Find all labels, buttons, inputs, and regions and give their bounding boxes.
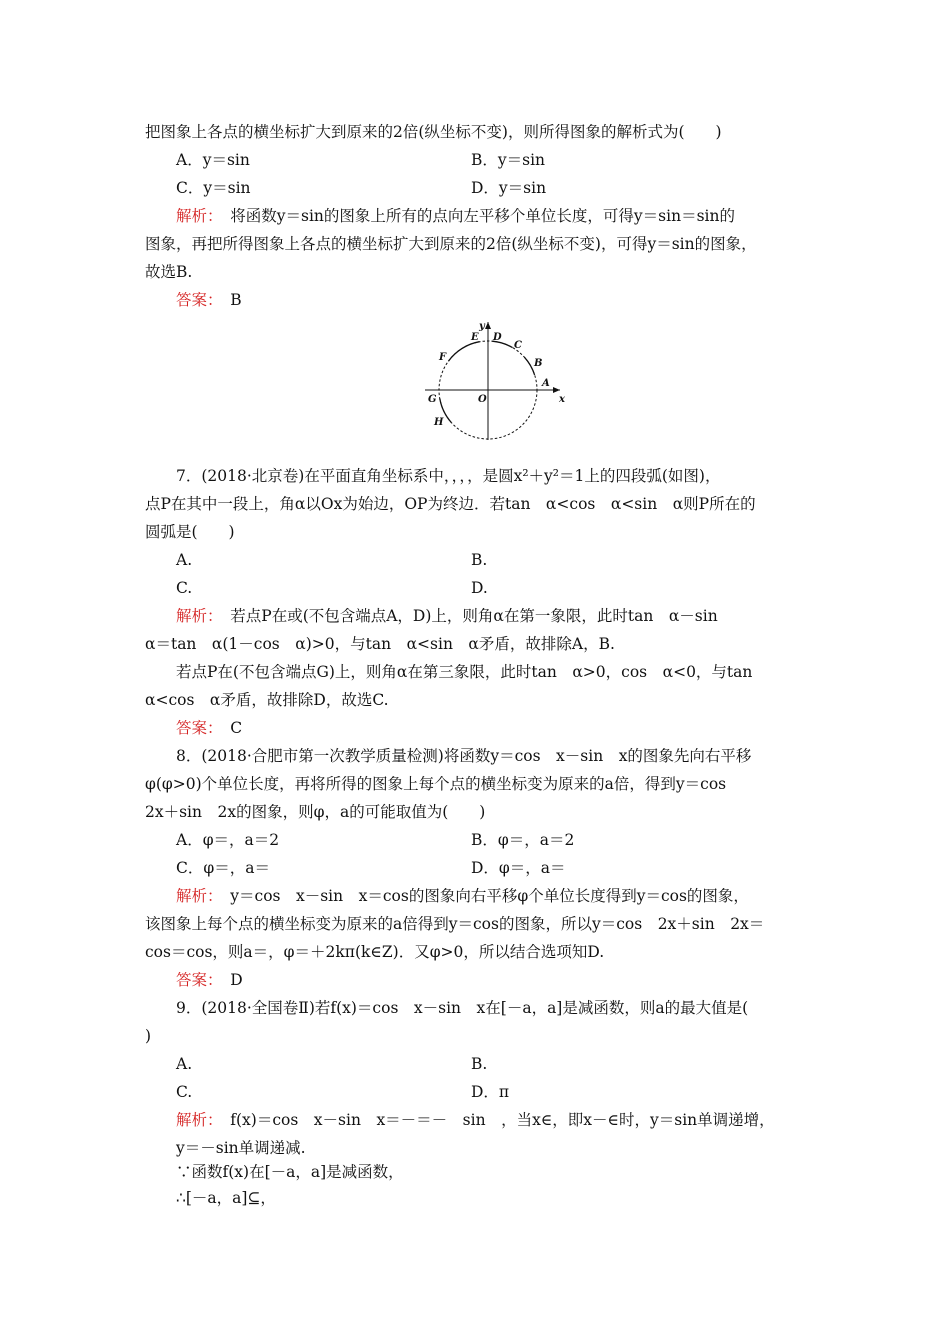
option-a: A. xyxy=(176,1055,193,1073)
solution-line xyxy=(176,606,718,626)
point-b-label: B xyxy=(534,358,543,369)
solution-line xyxy=(176,1110,775,1130)
text-line: ∴[－a，a]⊆， xyxy=(176,1189,276,1207)
text-line: α<cos α矛盾，故排除D，故选C. xyxy=(145,691,389,709)
answer-value: C xyxy=(214,719,243,737)
solution-label: 解析： xyxy=(176,1111,215,1129)
solution-line xyxy=(176,206,735,226)
text-line: 2x＋sin 2x的图象，则φ，a的可能取值为( ) xyxy=(145,803,486,821)
answer-line xyxy=(176,290,242,310)
question-9: 9．(2018·全国卷Ⅱ)若f(x)＝cos x－sin x在[－a，a]是减函数，则a的最大值是( xyxy=(176,999,749,1017)
text-line: ) xyxy=(145,1027,152,1045)
option-c: C．y＝sin xyxy=(176,179,251,197)
option-d: D．π xyxy=(471,1083,510,1101)
x-arrow-icon xyxy=(553,387,560,393)
point-g-label: G xyxy=(428,394,437,405)
point-e-label: E xyxy=(471,332,479,343)
answer-label: 答案： xyxy=(176,971,215,989)
text-line: 点P在其中一段上，角α以Ox为始边，OP为终边．若tan α<cos α<sin α则P所在的 xyxy=(145,495,756,513)
answer-line xyxy=(176,970,243,990)
text-line: 圆弧是( ) xyxy=(145,523,235,541)
origin-label: O xyxy=(478,394,487,405)
option-a: A．φ＝，a＝2 xyxy=(176,831,280,849)
solution-label: 解析： xyxy=(176,887,215,905)
text-line: 故选B. xyxy=(145,263,193,281)
answer-label: 答案： xyxy=(176,719,215,737)
arc-ef xyxy=(448,342,479,362)
option-b: B. xyxy=(471,551,488,569)
option-d: D．φ＝，a＝ xyxy=(471,859,566,877)
text-line: ∵函数f(x)在[－a，a]是减函数， xyxy=(176,1163,404,1181)
text-line: 把图象上各点的横坐标扩大到原来的2倍(纵坐标不变)，则所得图象的解析式为( ) xyxy=(145,123,722,141)
option-c: C．φ＝，a＝ xyxy=(176,859,270,877)
text-line: 该图象上每个点的横坐标变为原来的a倍得到y＝cos的图象，所以y＝cos 2x＋sin 2x＝ xyxy=(145,915,765,933)
question-7: 7．(2018·北京卷)在平面直角坐标系中，，，，是圆x²＋y²＝1上的四段弧(如图)， xyxy=(176,467,721,485)
option-d: D．y＝sin xyxy=(471,179,547,197)
text-line: y＝－sin单调递减. xyxy=(176,1139,306,1157)
option-c: C. xyxy=(176,579,193,597)
point-h-label: H xyxy=(434,417,444,428)
y-arrow-icon xyxy=(485,322,491,329)
axis-y-label: y xyxy=(479,321,485,332)
point-f-label: F xyxy=(439,352,447,363)
option-d: D. xyxy=(471,579,488,597)
question-8: 8．(2018·合肥市第一次教学质量检测)将函数y＝cos x－sin x的图象先向右平移 xyxy=(176,747,752,765)
option-b: B. xyxy=(471,1055,488,1073)
answer-line xyxy=(176,718,242,738)
unit-circle-figure xyxy=(420,318,565,442)
text-line: 图象，再把所得图象上各点的横坐标扩大到原来的2倍(纵坐标不变)，可得y＝sin的图象， xyxy=(145,235,757,253)
solution-text: y＝cos x－sin x＝cos的图象向右平移φ个单位长度得到y＝cos的图象， xyxy=(214,887,749,905)
point-c-label: C xyxy=(514,340,522,351)
point-d-label: D xyxy=(493,332,502,343)
solution-label: 解析： xyxy=(176,607,215,625)
option-a: A. xyxy=(176,551,193,569)
answer-value: D xyxy=(214,971,243,989)
axis-x-label: x xyxy=(559,394,565,405)
solution-line xyxy=(176,886,749,906)
text-line: 若点P在(不包含端点G)上，则角α在第三象限，此时tan α>0，cos α<0，与tan xyxy=(176,663,753,681)
option-b: B．φ＝，a＝2 xyxy=(471,831,575,849)
option-b: B．y＝sin xyxy=(471,151,546,169)
solution-text: 若点P在或(不包含端点A，D)上，则角α在第一象限，此时tan α－sin xyxy=(214,607,718,625)
text-line: α＝tan α(1－cos α)>0，与tan α<sin α矛盾，故排除A，B. xyxy=(145,635,615,653)
solution-label: 解析： xyxy=(176,207,215,225)
text-line: φ(φ>0)个单位长度，再将所得的图象上每个点的横坐标变为原来的a倍，得到y＝cos xyxy=(145,775,727,793)
text-line: cos＝cos，则a＝，φ＝＋2kπ(k∈Z)．又φ>0，所以结合选项知D. xyxy=(145,943,605,961)
option-a: A．y＝sin xyxy=(176,151,250,169)
answer-value: B xyxy=(214,291,242,309)
solution-text: 将函数y＝sin的图象上所有的点向左平移个单位长度，可得y＝sin＝sin的 xyxy=(214,207,735,225)
answer-label: 答案： xyxy=(176,291,215,309)
option-c: C. xyxy=(176,1083,193,1101)
solution-text: f(x)＝cos x－sin x＝－＝－ sin ，当x∈，即x－∈时，y＝sin单调递增， xyxy=(214,1111,775,1129)
point-a-label: A xyxy=(542,378,550,389)
